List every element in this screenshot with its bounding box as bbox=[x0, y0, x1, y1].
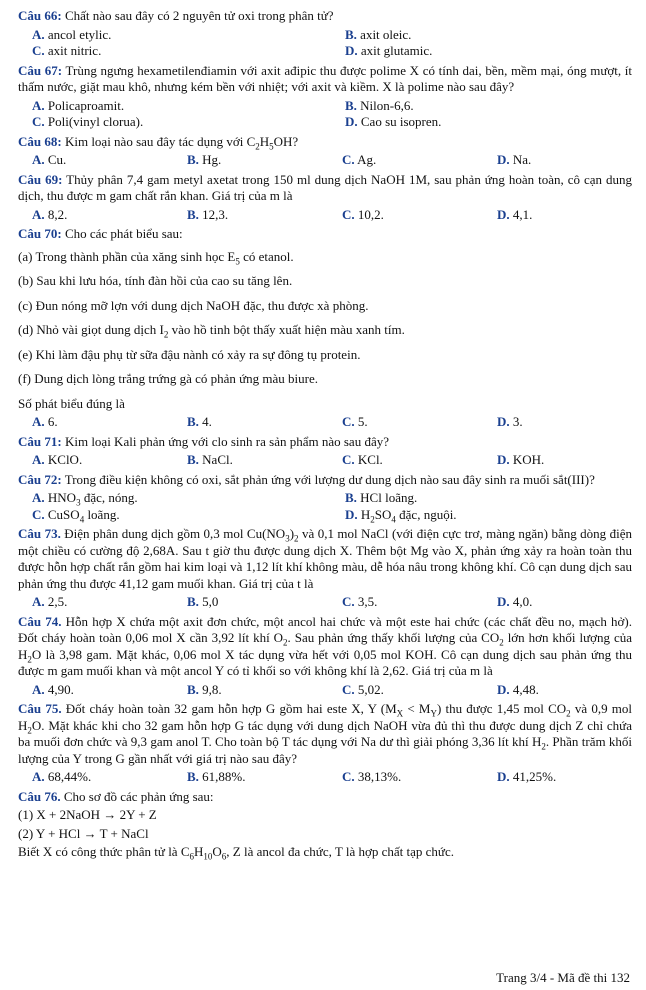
option-c: C. Poli(vinyl clorua). bbox=[32, 114, 144, 129]
question-text: Thủy phân 7,4 gam metyl axetat trong 150 ml dung dịch NaOH 1M, sau phản ứng hoàn toàn, cô cạn dung dịch, thu được m gam chất rắn khan. Giá trị của m là bbox=[18, 171, 632, 203]
question-label: Câu 70: bbox=[18, 226, 62, 241]
options-72 bbox=[32, 490, 632, 523]
option-c: C. axit nitric. bbox=[32, 43, 102, 58]
page-footer: Trang 3/4 - Mã đề thi 132 bbox=[496, 969, 630, 985]
option-b: B. NaCl. bbox=[187, 452, 233, 467]
option-a: A. 4,90. bbox=[32, 681, 74, 697]
statement-c: (c) Đun nóng mỡ lợn với dung dịch NaOH đặc, thu được xà phòng. bbox=[18, 297, 369, 313]
options-69 bbox=[32, 207, 632, 224]
options-70 bbox=[32, 414, 632, 431]
options-71 bbox=[32, 452, 632, 469]
option-b: B. 9,8. bbox=[187, 681, 222, 697]
option-b: B. 4. bbox=[187, 414, 212, 429]
option-a: A. KClO. bbox=[32, 452, 83, 467]
question-72 bbox=[18, 472, 632, 489]
option-d: D. 41,25%. bbox=[497, 769, 557, 784]
question-75: Câu 75. Đốt cháy hoàn toàn 32 gam hỗn hợp G gồm hai este X, Y $(M_X < M_Y)$ thu được 1,45 mol $CO_2$ và 0,9 mol $H_2O$. Mặt khác khi cho 32 gam hỗn hợp G tác dụng với dung dịch NaOH vừa đủ thì thu được dung dịch Z chỉ chứa ba muối đơn chức và 9,3 gam anol T. Cho toàn bộ T tác dụng với Na dư thì giải phóng 3,36 lít khí $H_2$. Phần trăm khối lượng của Y trong G gần nhất với giá trị nào sau đây? bbox=[18, 701, 632, 766]
option-b: B. axit oleic. bbox=[345, 26, 412, 42]
option-d: D. $H_2SO_4$ đặc, nguội. bbox=[345, 506, 457, 525]
option-a: A. Cu. bbox=[32, 152, 67, 167]
question-73: Câu 73. Điện phân dung dịch gồm 0,3 mol $Cu(NO_3)_2$ và 0,1 mol NaCl (với điện cực trơ, màng ngăn) bằng dòng điện một chiều có cường độ 2,68A. Sau t giờ thu được dung dịch X. Thêm bột Mg vào X, phản ứng xảy ra hoàn toàn thu được hỗn hợp chất rắn gồm hai kim loại và 1,12 lít khí không màu, dễ hóa nâu trong không khí. Cô cạn dung dịch sau phản ứng thu được 41,12 gam muối khan. Giá trị của t là bbox=[18, 526, 632, 591]
option-a: A. 68,44%. bbox=[32, 769, 92, 784]
option-d: D. 3. bbox=[497, 414, 523, 429]
question-74: Câu 74. Hỗn hợp X chứa một axit đơn chức, một ancol hai chức và một este hai chức (các chất đều no, mạch hở). Đốt cháy hoàn toàn 0,06 mol X cần 3,92 lít khí $O_2$. Sau phản ứng thấy khối lượng của $CO_2$ lớn hơn khối lượng của $H_2O$ là 3,98 gam. Mặt khác, 0,06 mol X tác dụng vừa hết với 0,05 mol KOH. Cô cạn dung dịch sau phản ứng thu được m gam muối khan và một ancol Y có tỉ khối so với không khí là 2,62. Giá trị của m là bbox=[18, 613, 632, 678]
question-text: Chất nào sau đây có 2 nguyên tử oxi trong phân tử? bbox=[61, 8, 334, 23]
question-note: Biết X có công thức phân tử là $C_6H_{10}O_6$, Z là ancol đa chức, T là hợp chất tạp chức. bbox=[18, 844, 454, 862]
question-label: Câu 76. bbox=[18, 788, 61, 804]
question-label: Câu 75. bbox=[18, 701, 62, 716]
options-75 bbox=[32, 769, 632, 786]
option-b: B. HCl loãng. bbox=[345, 490, 418, 505]
option-c: C. 38,13%. bbox=[342, 769, 402, 784]
option-d: D. axit glutamic. bbox=[345, 43, 433, 58]
option-b: B. Hg. bbox=[187, 152, 222, 167]
option-b: B. Nilon-6,6. bbox=[345, 97, 414, 113]
options-73 bbox=[32, 594, 632, 611]
question-70 bbox=[18, 226, 632, 243]
question-66 bbox=[18, 8, 632, 25]
option-a: A. $HNO_3$ đặc, nóng. bbox=[32, 490, 138, 508]
question-76 bbox=[18, 789, 632, 806]
option-a: A. 8,2. bbox=[32, 206, 68, 222]
question-closing: Số phát biểu đúng là bbox=[18, 395, 125, 411]
statement-d: (d) Nhỏ vài giọt dung dịch $I_2$ vào hồ tinh bột thấy xuất hiện màu xanh tím. bbox=[18, 322, 405, 340]
question-text: Cho các phát biểu sau: bbox=[61, 226, 183, 241]
question-label: Câu 73. bbox=[18, 526, 61, 541]
option-c: C. KCl. bbox=[342, 452, 383, 467]
option-d: D. Cao su isopren. bbox=[345, 114, 442, 129]
option-d: D. 4,48. bbox=[497, 681, 539, 697]
reaction-1: (1) X + 2NaOH → 2Y + Z bbox=[18, 807, 157, 822]
option-c: C. 10,2. bbox=[342, 206, 384, 222]
options-67 bbox=[32, 98, 632, 131]
option-c: C. 5,02. bbox=[342, 681, 384, 697]
question-text: Cho sơ đồ các phản ứng sau: bbox=[60, 788, 214, 804]
option-a: A. ancol etylic. bbox=[32, 26, 112, 42]
option-c: C. CuSO$_4$ loãng. bbox=[32, 506, 120, 525]
statement-a: (a) Trong thành phần của xăng sinh học $E_5$ có etanol. bbox=[18, 248, 294, 267]
question-label: Câu 69: bbox=[18, 171, 63, 187]
option-d: D. 4,0. bbox=[497, 594, 533, 609]
option-b: B. 12,3. bbox=[187, 206, 229, 222]
statement-b: (b) Sau khi lưu hóa, tính đàn hồi của cao su tăng lên. bbox=[18, 273, 293, 288]
question-71 bbox=[18, 434, 632, 451]
question-text: Trùng ngưng hexametilenđiamin với axit ađipic thu được polime X có tính dai, bền, mềm mại, óng mượt, ít thấm nước, giặt mau khô, nhưng kém bền với nhiệt; với axit và kiềm. X là polime nào sau đây? bbox=[18, 62, 633, 94]
question-67 bbox=[18, 63, 632, 96]
statement-list bbox=[18, 249, 632, 388]
question-label: Câu 67: bbox=[18, 62, 63, 78]
option-d: D. KOH. bbox=[497, 452, 545, 467]
option-a: A. Policaproamit. bbox=[32, 97, 125, 113]
reaction-2: (2) Y + HCl → T + NaCl bbox=[18, 825, 149, 841]
option-c: C. 3,5. bbox=[342, 594, 378, 609]
question-label: Câu 71: bbox=[18, 433, 62, 449]
question-68: Câu 68: Kim loại nào sau đây tác dụng với $C_2H_5OH$? bbox=[18, 133, 299, 152]
option-d: D. Na. bbox=[497, 152, 532, 167]
question-label: Câu 66: bbox=[18, 8, 62, 23]
option-b: B. 61,88%. bbox=[187, 769, 246, 784]
options-68 bbox=[32, 152, 632, 169]
option-c: C. Ag. bbox=[342, 152, 377, 167]
question-label: Câu 68: bbox=[18, 133, 62, 149]
statement-e: (e) Khi làm đậu phụ từ sữa đậu nành có xảy ra sự đông tụ protein. bbox=[18, 346, 361, 362]
question-label: Câu 72: bbox=[18, 471, 62, 487]
options-66 bbox=[32, 27, 632, 60]
question-text: Kim loại Kali phản ứng với clo sinh ra sản phẩm nào sau đây? bbox=[61, 433, 389, 449]
statement-f: (f) Dung dịch lòng trắng trứng gà có phản ứng màu biure. bbox=[18, 371, 319, 386]
question-label: Câu 74. bbox=[18, 613, 62, 629]
option-a: A. 6. bbox=[32, 414, 58, 429]
option-d: D. 4,1. bbox=[497, 206, 533, 222]
option-c: C. 5. bbox=[342, 414, 368, 429]
question-text: Trong điều kiện không có oxi, sắt phản ứng với lượng dư dung dịch nào sau đây sinh ra muối sắt(III)? bbox=[61, 471, 595, 487]
question-69 bbox=[18, 172, 632, 205]
option-b: B. 5,0 bbox=[187, 594, 219, 609]
option-a: A. 2,5. bbox=[32, 594, 68, 609]
options-74 bbox=[32, 682, 632, 699]
